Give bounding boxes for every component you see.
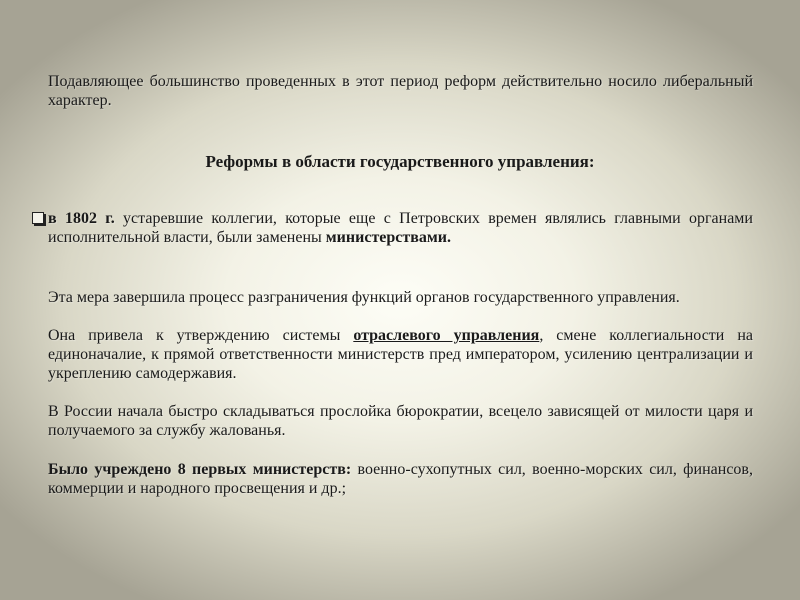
section-heading: Реформы в области государственного управления: <box>205 152 595 171</box>
paragraph-5 <box>48 460 753 498</box>
paragraph-3-before: Она привела к утверждению системы <box>48 327 354 344</box>
paragraph-4: В России начала быстро складываться прослойка бюрократии, всецело зависящей от милости царя и получаемого за службу жалованья. <box>48 403 753 439</box>
bullet-year: в 1802 г. <box>48 210 115 227</box>
paragraph-3-keyword: отраслевого управления <box>353 327 540 344</box>
checkbox-bullet-icon <box>32 212 44 224</box>
paragraph-5-rest: военно-сухопутных сил, военно-морских сил, финансов, коммерции и народного просвещения и др.; <box>48 461 753 497</box>
bullet-keyword: министерствами. <box>325 229 452 246</box>
paragraph-5-lead: Было учреждено 8 первых министерств: <box>48 461 352 478</box>
paragraph-3-after: , смене коллегиальности на единоначалие, к прямой ответственности министерств пред императором, усилению централизации и укреплению самодержавия. <box>48 327 753 382</box>
paragraph-3 <box>48 326 753 383</box>
intro-paragraph: Подавляющее большинство проведенных в этот период реформ действительно носило либеральный характер. <box>48 73 753 109</box>
bullet-text: устаревшие коллегии, которые еще с Петровских времен являлись главными органами исполнительной власти, были заменены <box>48 210 753 246</box>
paragraph-2: Эта мера завершила процесс разграничения функций органов государственного управления. <box>48 289 680 306</box>
bullet-paragraph <box>48 209 753 247</box>
